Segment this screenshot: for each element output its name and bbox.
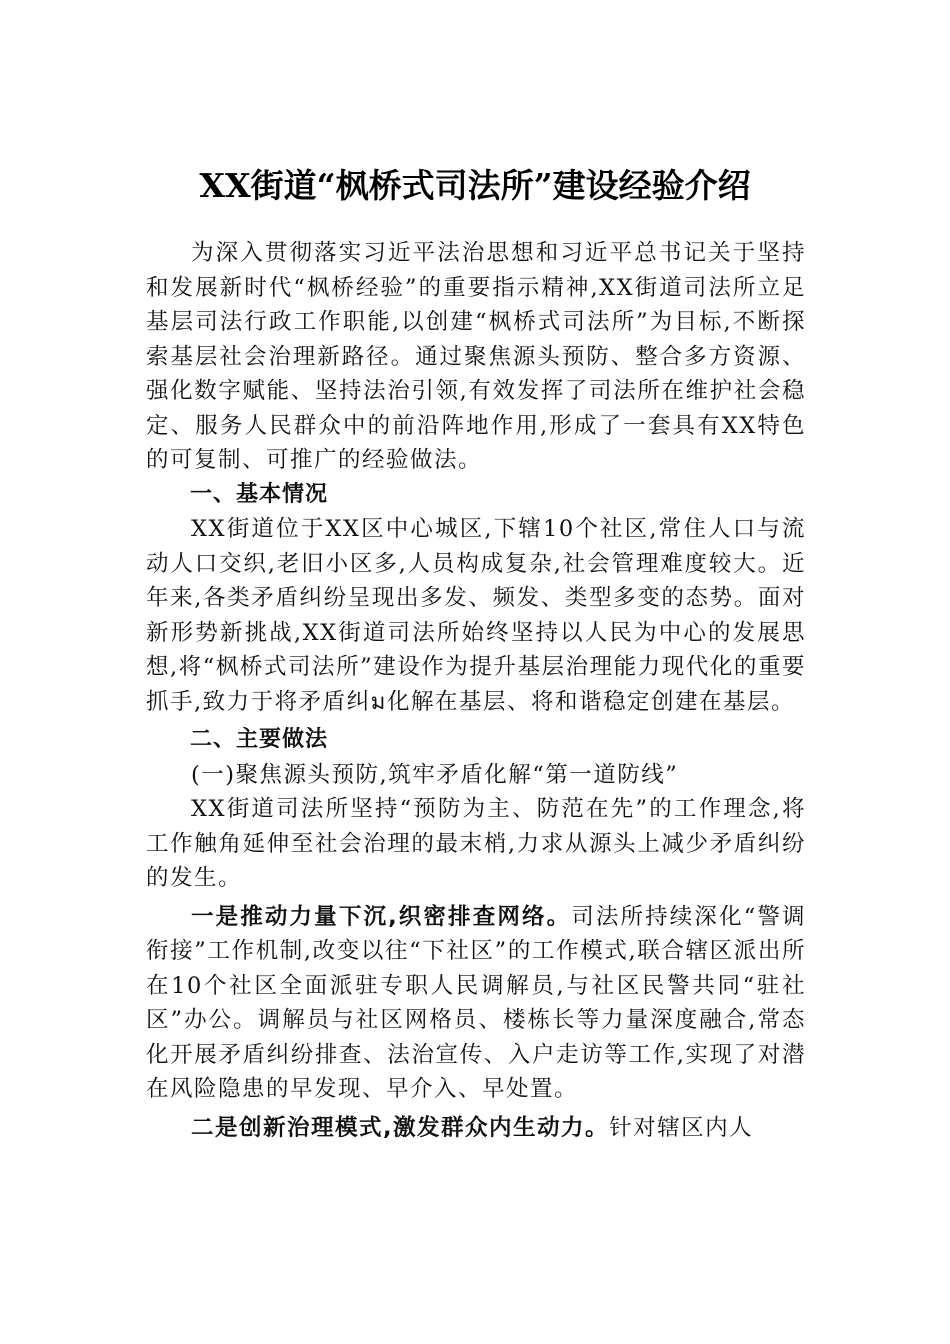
section-heading-basic-situation: 一、基本情况 — [190, 481, 329, 507]
subsection-heading-source-prevention: (一)聚焦源头预防,筑牢矛盾化解“第一道防线” — [191, 761, 679, 788]
intro-paragraph: 为深入贯彻落实习近平法治思想和习近平总书记关于坚持和发展新时代“枫桥经验”的重要指示精神,XX街道司法所立足基层司法行政工作职能,以创建“枫桥式司法所”为目标,不断探索基层社会治理新路径。通过聚焦源头预防、整合多方资源、强化数字赋能、坚持法治引领,有效发挥了司法所在维护社会稳定、服务人民群众中的前沿阵地作用,形成了一套具有XX特色的可复制、可推广的经验做法。 — [146, 240, 806, 473]
point-two-text: 针对辖区内人 — [609, 1114, 754, 1141]
point-two-paragraph — [146, 1111, 806, 1146]
point-one-text: 司法所持续深化“警调衔接”工作机制,改变以往“下社区”的工作模式,联合辖区派出所在10个社区全面派驻专职人民调解员,与社区民警共同“驻社区”办公。调解员与社区网格员、楼栋长等力量深度融合,常态化开展矛盾纠纷排查、法治宣传、入户走访等工作,实现了对潜在风险隐患的早发现、早介入、早处置。 — [146, 903, 806, 1102]
document-body — [146, 236, 806, 1145]
source-prevention-paragraph: XX街道司法所坚持“预防为主、防范在先”的工作理念,将工作触角延伸至社会治理的最末梢,力求从源头上减少矛盾纠纷的发生。 — [146, 796, 806, 891]
section-heading-main-practices: 二、主要做法 — [190, 727, 329, 752]
point-one-lead: 一是推动力量下沉,织密排查网络。 — [191, 903, 572, 930]
basic-situation-paragraph: XX街道位于XX区中心城区,下辖10个社区,常住人口与流动人口交织,老旧小区多,人员构成复杂,社会管理难度较大。近年来,各类矛盾纠纷呈现出多发、频发、类型多变的态势。面对新形势新挑战,XX街道司法所始终坚持以人民为中心的发展思想,将“枫桥式司法所”建设作为提升基层治理能力现代化的重要抓手,致力于将矛盾纠ม化解在基层、将和谐稳定创建在基层。 — [146, 516, 806, 715]
point-one-paragraph — [146, 900, 806, 1107]
point-two-lead: 二是创新治理模式,激发群众内生动力。 — [191, 1114, 610, 1141]
document-title: XX街道“枫桥式司法所”建设经验介绍 — [199, 166, 751, 205]
